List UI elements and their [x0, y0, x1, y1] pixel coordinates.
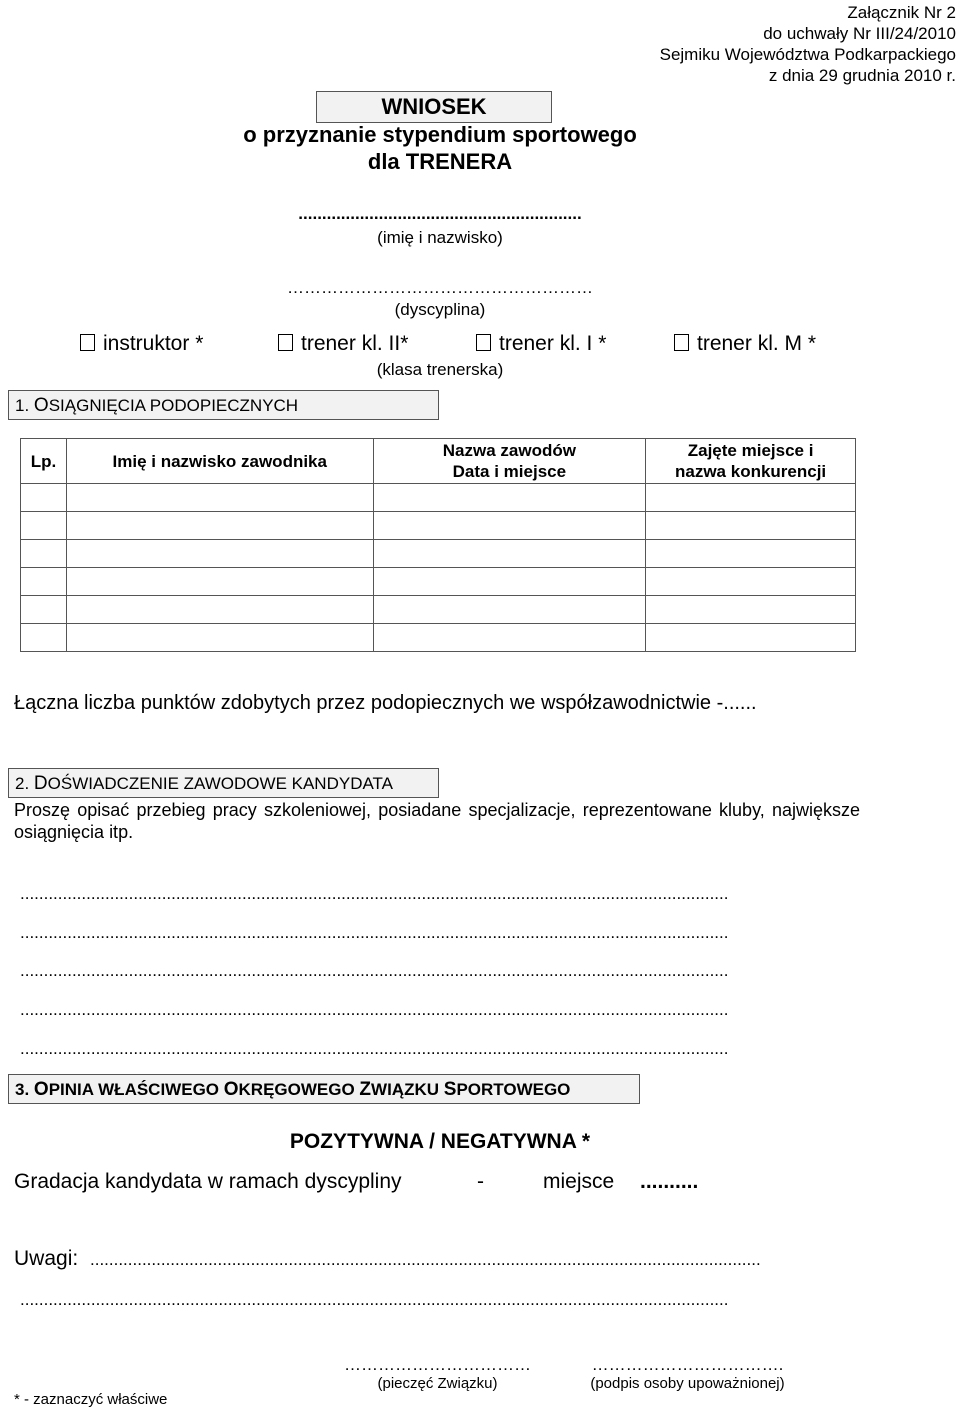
experience-line-5[interactable]: ......................................................................................................................................................: [20, 1039, 729, 1058]
stamp-field[interactable]: ……………………………: [344, 1355, 531, 1374]
table-row[interactable]: [21, 596, 856, 624]
col-athlete-name: Imię i nazwisko zawodnika: [66, 439, 373, 484]
table-row[interactable]: [21, 484, 856, 512]
resolution-date: z dnia 29 grudnia 2010 r.: [768, 66, 956, 85]
table-row[interactable]: [21, 624, 856, 652]
section-3-header: 3. OPINIA WŁAŚCIWEGO OKRĘGOWEGO ZWIĄZKU SPORTOWEGO: [8, 1074, 640, 1104]
stamp-caption: (pieczęć Związku): [377, 1375, 498, 1392]
option-instructor[interactable]: instruktor *: [80, 332, 203, 356]
section-1-header: 1. OSIĄGNIĘCIA PODOPIECZNYCH: [8, 390, 439, 420]
document-title: WNIOSEK: [316, 91, 552, 123]
name-caption: (imię i nazwisko): [377, 228, 503, 247]
title-line-3: dla TRENERA: [367, 149, 513, 174]
opinion-verdict[interactable]: POZYTYWNA / NEGATYWNA *: [289, 1130, 591, 1153]
col-lp: Lp.: [21, 439, 67, 484]
remarks-line-2[interactable]: ......................................................................................................................................................: [20, 1290, 729, 1309]
experience-line-3[interactable]: ......................................................................................................................................................: [20, 961, 729, 980]
table-header-row: [21, 439, 856, 484]
experience-line-4[interactable]: ......................................................................................................................................................: [20, 1000, 729, 1019]
checkbox-icon[interactable]: [476, 334, 491, 351]
signature-caption: (podpis osoby upoważnionej): [590, 1375, 785, 1392]
option-class-1[interactable]: trener kl. I *: [476, 332, 606, 356]
experience-line-1[interactable]: ......................................................................................................................................................: [20, 884, 729, 903]
col-event: Nazwa zawodów Data i miejsce: [373, 439, 646, 484]
section-2-header: 2. DOŚWIADCZENIE ZAWODOWE KANDYDATA: [8, 768, 439, 798]
table-row[interactable]: [21, 540, 856, 568]
option-class-m[interactable]: trener kl. M *: [674, 332, 816, 356]
checkbox-icon[interactable]: [674, 334, 689, 351]
experience-instructions: Proszę opisać przebieg pracy szkoleniowej, posiadane specjalizacje, reprezentowane kluby, największe osiągnięcia itp.: [14, 800, 860, 842]
gradation-place-label: miejsce: [543, 1170, 615, 1193]
name-field[interactable]: ............................................................: [298, 204, 582, 223]
discipline-caption: (dyscyplina): [394, 300, 486, 319]
council-name: Sejmiku Województwa Podkarpackiego: [659, 45, 956, 64]
total-points-line[interactable]: Łączna liczba punktów zdobytych przez podopiecznych we współzawodnictwie -......: [14, 692, 757, 714]
remarks-label: Uwagi:: [14, 1247, 79, 1270]
achievements-table: [20, 438, 856, 652]
resolution-number: do uchwały Nr III/24/2010: [763, 24, 956, 43]
title-line-2: o przyznanie stypendium sportowego: [243, 122, 637, 147]
checkbox-icon[interactable]: [80, 334, 95, 351]
attachment-note: [556, 2, 956, 86]
checkbox-icon[interactable]: [278, 334, 293, 351]
table-row[interactable]: [21, 568, 856, 596]
attachment-number: Załącznik Nr 2: [847, 3, 956, 22]
gradation-place-field[interactable]: ..........: [640, 1170, 699, 1193]
table-row[interactable]: [21, 512, 856, 540]
gradation-label: Gradacja kandydata w ramach dyscypliny: [14, 1170, 402, 1193]
remarks-line-1[interactable]: ..............................................................................................................................................: [90, 1250, 761, 1269]
class-caption: (klasa trenerska): [376, 360, 504, 379]
signature-field[interactable]: …………………………….: [591, 1355, 784, 1374]
experience-line-2[interactable]: ......................................................................................................................................................: [20, 923, 729, 942]
option-class-2[interactable]: trener kl. II*: [278, 332, 408, 356]
discipline-field[interactable]: ………………………………………………: [287, 278, 593, 297]
footnote: * - zaznaczyć właściwe: [14, 1391, 168, 1408]
gradation-dash: -: [477, 1170, 484, 1193]
col-place: Zajęte miejsce i nazwa konkurencji: [646, 439, 856, 484]
